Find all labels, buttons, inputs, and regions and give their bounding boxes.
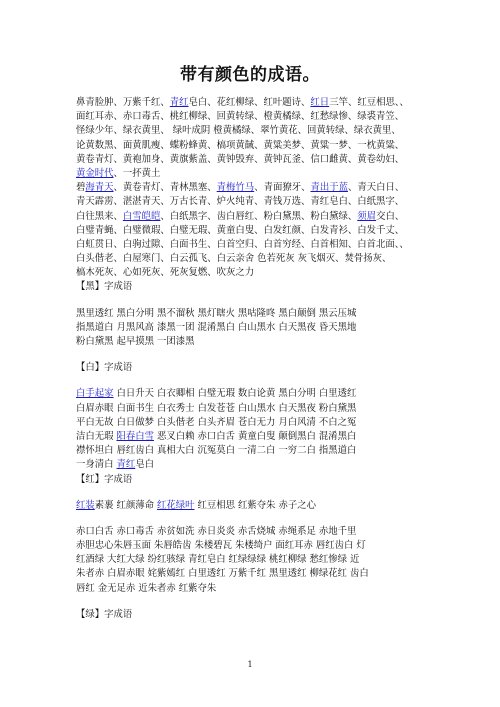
text-run: 皂白 [135, 459, 155, 471]
text-line [76, 444, 428, 458]
text-run: 白眉赤眼 白面书生 白衣秀士 白发苍苍 白山黑水 白天黑夜 粉白黛黑 [76, 402, 357, 414]
text-run: 黑里透红 黑白分明 黑不溜秋 黑灯瞎火 黑咕隆咚 黑白颠倒 黑云压城 [76, 307, 357, 319]
text-line [76, 473, 428, 487]
text-line [76, 266, 428, 280]
text-run: 白往黑来、 [76, 210, 123, 222]
text-run: 指黑道白 月黑风高 漆黑一团 混淆黑白 白山黑水 白天黑夜 昏天黑地 [76, 321, 357, 333]
text-run: 【白】字成语 [76, 362, 133, 374]
text-run: 一身清白 [76, 459, 117, 471]
text-line [76, 567, 428, 581]
text-run: 朱者赤 白眉赤眼 姹紫嫣红 白里透红 万紫千红 黑里透红 柳绿花红 齿白 [76, 568, 369, 580]
text-run: 三竿、红豆相思、、 [329, 97, 409, 108]
document-body [76, 96, 428, 622]
text-line [76, 553, 428, 567]
text-line [76, 153, 428, 167]
text-line [76, 195, 428, 209]
text-run: 平白无故 白日做梦 白头偕老 白头齐眉 苍白无力 月白风清 不白之冤 [76, 416, 357, 428]
idiom-link[interactable]: 红花绿叶 [156, 499, 195, 511]
text-run: 、黄卷青灯、青林黑塞、 [113, 182, 217, 194]
page-title: 带有颜色的成语。 [180, 65, 320, 85]
idiom-link[interactable]: 红装 [76, 499, 95, 511]
blank-line [76, 295, 428, 307]
idiom-link[interactable]: 青红 [116, 459, 136, 471]
idiom-link[interactable]: 须眉 [357, 210, 377, 222]
text-run: 赤胆忠心朱唇玉面 朱唇皓齿 朱楼碧瓦 朱楼绮户 面红耳赤 唇红齿白 灯 [76, 540, 366, 552]
idiom-link[interactable]: 青出于蓝 [310, 182, 348, 194]
idiom-link[interactable]: 青梅竹马 [216, 182, 255, 194]
text-run: 槁木死灰、心如死灰、死灰复燃、吹灰之力 [76, 267, 255, 279]
text-line [76, 335, 428, 349]
text-run: 白头偕老、白屋寒门、白云孤飞、白云亲舍 色若死灰 灰飞烟灭、焚骨扬灰、 [76, 253, 392, 265]
text-line [76, 124, 428, 138]
blank-line [76, 513, 428, 525]
text-line [76, 139, 428, 153]
text-line [76, 307, 428, 321]
text-line [76, 181, 428, 195]
idiom-link[interactable]: 黄金时代 [76, 167, 114, 179]
text-line [76, 608, 428, 622]
text-line [76, 525, 428, 539]
text-run: 黄卷青灯、黄袍加身、黄旗紫盖、黄钟毁弃、黄钟瓦釜、信口雌黄、黄卷幼妇、 [76, 153, 405, 165]
blank-line [76, 349, 428, 361]
idiom-link[interactable]: 白手起家 [76, 388, 114, 400]
text-run: 鼻青脸肿、万紫千红、 [76, 97, 170, 108]
text-line [76, 321, 428, 335]
text-line [76, 458, 428, 472]
text-run: 红豆相思 红紫夺朱 赤子之心 [194, 499, 316, 511]
text-run: 、青天白日、 [347, 182, 405, 194]
idiom-link[interactable]: 红日 [310, 97, 330, 108]
text-line [76, 539, 428, 553]
text-line [76, 361, 428, 375]
text-run: 怪绿少年、绿衣黄里、 绿叶成阴 橙黄橘绿、翠竹黄花、回黄转绿、绿衣黄里、 [76, 125, 401, 137]
text-line [76, 96, 428, 110]
idiom-link[interactable]: 青红 [169, 97, 189, 108]
text-run: 青天霹雳、湛湛青天、万古长青、炉火纯青、青钱万选、青红皂白、白纸黑字、 [76, 196, 405, 208]
text-line [76, 280, 428, 294]
idiom-link[interactable]: 阳春白雪 [116, 430, 154, 442]
idiom-link[interactable]: 海青天 [85, 182, 114, 194]
text-line [76, 582, 428, 596]
idiom-link[interactable]: 白雪皑皑 [122, 210, 161, 222]
text-run: 赤口白舌 赤口毒舌 赤贫如洗 赤日炎炎 赤舌烧城 赤绳系足 赤地千里 [76, 525, 357, 537]
text-line [76, 210, 428, 224]
text-run: 【红】字成语 [76, 473, 133, 485]
text-line [76, 499, 428, 513]
text-line [76, 416, 428, 430]
text-run: 白璧青蝇、白璧微瑕、白璧无瑕、黄童白叟、白发红颜、白发青衫、白发千丈、 [76, 224, 405, 236]
text-line [76, 167, 428, 181]
text-run: 襟怀坦白 唇红齿白 真相大白 沉冤莫白 一清二白 一穷二白 指黑道白 [76, 445, 357, 457]
text-run: 【黑】字成语 [76, 281, 133, 293]
blank-line [76, 375, 428, 387]
text-line [76, 224, 428, 238]
text-line [76, 402, 428, 416]
blank-line [76, 487, 428, 499]
text-run: 交白、 [376, 210, 405, 222]
text-line [76, 430, 428, 444]
text-run: 论黄数黑、面黄肌瘦、蝶粉蜂黄、槁项黄馘、黄粱美梦、黄粱一梦、一枕黄粱、 [76, 139, 405, 151]
text-run: 粉白黛黑 起早摸黑 一团漆黑 [76, 336, 195, 347]
text-run: 、一抔黄土 [113, 167, 161, 179]
text-line [76, 238, 428, 252]
text-run: 、白纸黑字、齿白唇红、粉白黛黑、粉白黛绿、 [160, 210, 358, 222]
text-run: 【绿】字成语 [76, 608, 133, 620]
text-run: 洁白无瑕 [76, 430, 117, 442]
page-number: 1 [247, 660, 253, 669]
text-run: 恶叉白赖 赤口白舌 黄童白叟 颠倒黑白 混淆黑白 [154, 430, 357, 442]
text-run: 面红耳赤、赤口毒舌、桃红柳绿、回黄转绿、橙黄橘绿、红愁绿惨、绿裘青笠、 [76, 111, 405, 123]
text-run: 白虹贯日、白驹过隙、白面书生、白首空归、白首穷经、白首相知、白首北面、、 [76, 238, 409, 250]
text-run: 白日升天 白衣卿相 白璧无瑕 数白论黄 黑白分明 白里透红 [113, 388, 357, 400]
text-line [76, 387, 428, 401]
text-line [76, 110, 428, 124]
text-run: 碧 [76, 182, 86, 194]
text-run: 红酒绿 大红大绿 纷红骇绿 青红皂白 红绿绿绿 桃红柳绿 愁红惨绿 近 [76, 554, 360, 566]
text-line [76, 252, 428, 266]
text-run: 唇红 金无足赤 近朱者赤 红紫夺朱 [76, 582, 217, 594]
text-run: 素裹 红颜薄命 [94, 499, 157, 511]
text-run: 皂白、花红柳绿、红叶题诗、 [188, 97, 311, 108]
blank-line [76, 596, 428, 608]
text-run: 、青面獠牙、 [254, 182, 311, 194]
